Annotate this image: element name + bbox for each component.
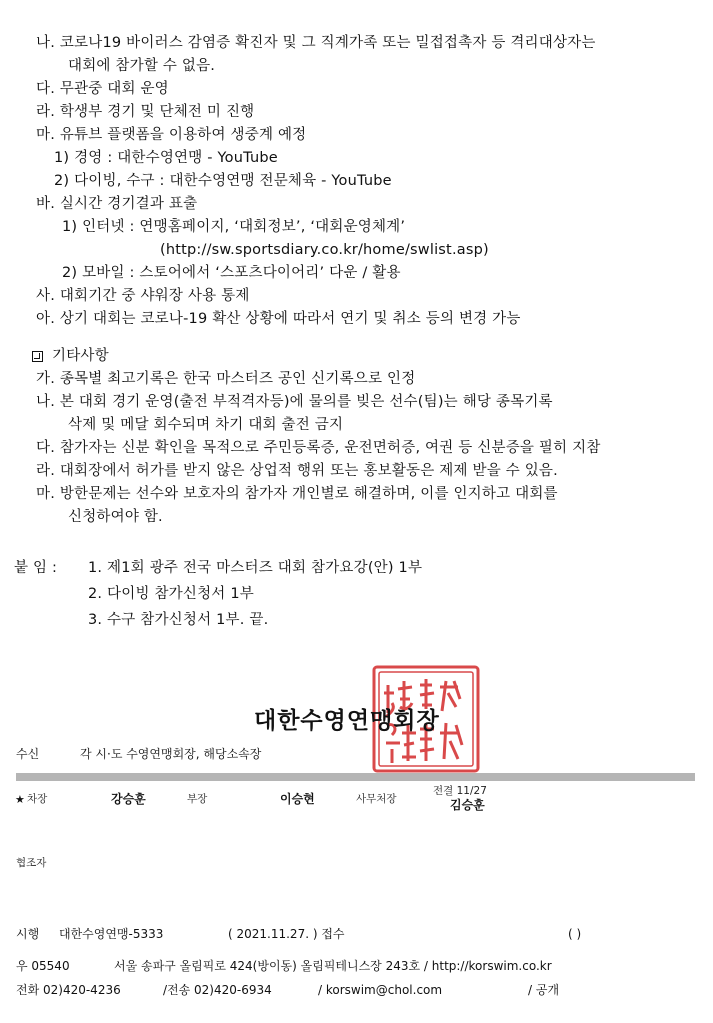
approval-name-3: 김승훈	[450, 798, 485, 812]
item-ba-1: 1) 인터넷 : 연맹홈페이지, ‘대회정보’, ‘대회운영체계’	[62, 219, 406, 235]
etc-da: 다. 참가자는 신분 확인을 목적으로 주민등록증, 운전면허증, 여권 등 신분증을 필히 지참	[36, 440, 601, 456]
fax: /전송 02)420-6934	[163, 983, 272, 997]
checkbox-icon	[32, 351, 43, 362]
enforcement-date: ( 2021.11.27. ) 접수	[228, 927, 345, 941]
attachment-label: 붙 임 :	[14, 560, 58, 576]
postal-code: 우 05540	[16, 959, 70, 973]
disclosure: / 공개	[528, 983, 560, 997]
approval-decision: 전결 11/27	[433, 785, 487, 797]
approval-name-2: 이승현	[280, 792, 315, 806]
attachment-item-1: 1. 제1회 광주 전국 마스터즈 대회 참가요강(안) 1부	[88, 560, 423, 576]
etc-na-cont: 삭제 및 메달 회수되며 차기 대회 출전 금지	[68, 417, 344, 433]
enforcement-label: 시행	[16, 927, 40, 941]
item-da: 다. 무관중 대회 운영	[36, 81, 169, 97]
address: 서울 송파구 올림픽로 424(방이동) 올림픽테니스장 243호 / http://korswim.co.kr	[114, 959, 552, 973]
email: / korswim@chol.com	[318, 983, 443, 997]
approval-role-3: 사무처장	[356, 793, 397, 805]
item-ma-2: 2) 다이빙, 수구 : 대한수영연맹 전문체육 - YouTube	[54, 173, 392, 189]
item-sa: 사. 대회기간 중 샤워장 사용 통제	[36, 288, 250, 304]
attachment-item-2: 2. 다이빙 참가신청서 1부	[88, 586, 254, 602]
etc-na: 나. 본 대회 경기 운영(출전 부적격자등)에 물의를 빚은 선수(팀)는 해당 종목기록	[36, 394, 553, 410]
receipt-field: ( )	[568, 927, 582, 941]
recipients-label: 수신	[16, 747, 40, 761]
item-ma-1: 1) 경영 : 대한수영연맹 - YouTube	[54, 150, 278, 166]
cooperator-label: 협조자	[16, 857, 47, 869]
item-ba-1-url: (http://sw.sportsdiary.co.kr/home/swlist.asp)	[160, 242, 489, 258]
item-ba-2: 2) 모바일 : 스토어에서 ‘스포츠다이어리’ 다운 / 활용	[62, 265, 401, 281]
item-na-cont: 대회에 참가할 수 없음.	[68, 58, 216, 74]
item-ma: 마. 유튜브 플랫폼을 이용하여 생중계 예정	[36, 127, 307, 143]
etc-ma-cont: 신청하여야 함.	[68, 509, 163, 525]
phone: 전화 02)420-4236	[16, 983, 121, 997]
item-ba: 바. 실시간 경기결과 표출	[36, 196, 198, 212]
item-ra: 라. 학생부 경기 및 단체전 미 진행	[36, 104, 255, 120]
recipients-value: 각 시·도 수영연맹회장, 해당소속장	[80, 747, 262, 761]
item-a: 아. 상기 대회는 코로나-19 확산 상황에 따라서 연기 및 취소 등의 변경 가능	[36, 311, 521, 327]
star-icon: ★	[15, 793, 25, 806]
divider	[16, 773, 695, 781]
enforcement-number: 대한수영연맹-5333	[59, 927, 164, 941]
approval-name-1: 강승훈	[111, 792, 146, 806]
etc-ra: 라. 대회장에서 허가를 받지 않은 상업적 행위 또는 홍보활동은 제제 받을 수 있음.	[36, 463, 558, 479]
approval-role-1: 차장	[27, 793, 48, 805]
attachment-item-3: 3. 수구 참가신청서 1부. 끝.	[88, 612, 269, 628]
sender-title: 대한수영연맹회장	[254, 708, 440, 734]
etc-ga: 가. 종목별 최고기록은 한국 마스터즈 공인 신기록으로 인정	[36, 371, 416, 387]
approval-role-2: 부장	[187, 793, 208, 805]
etc-ma: 마. 방한문제는 선수와 보호자의 참가자 개인별로 해결하며, 이를 인지하고 대회를	[36, 486, 558, 502]
etc-heading: 기타사항	[52, 348, 109, 364]
item-na: 나. 코로나19 바이러스 감염증 확진자 및 그 직계가족 또는 밀접접촉자 등 격리대상자는	[36, 35, 596, 51]
